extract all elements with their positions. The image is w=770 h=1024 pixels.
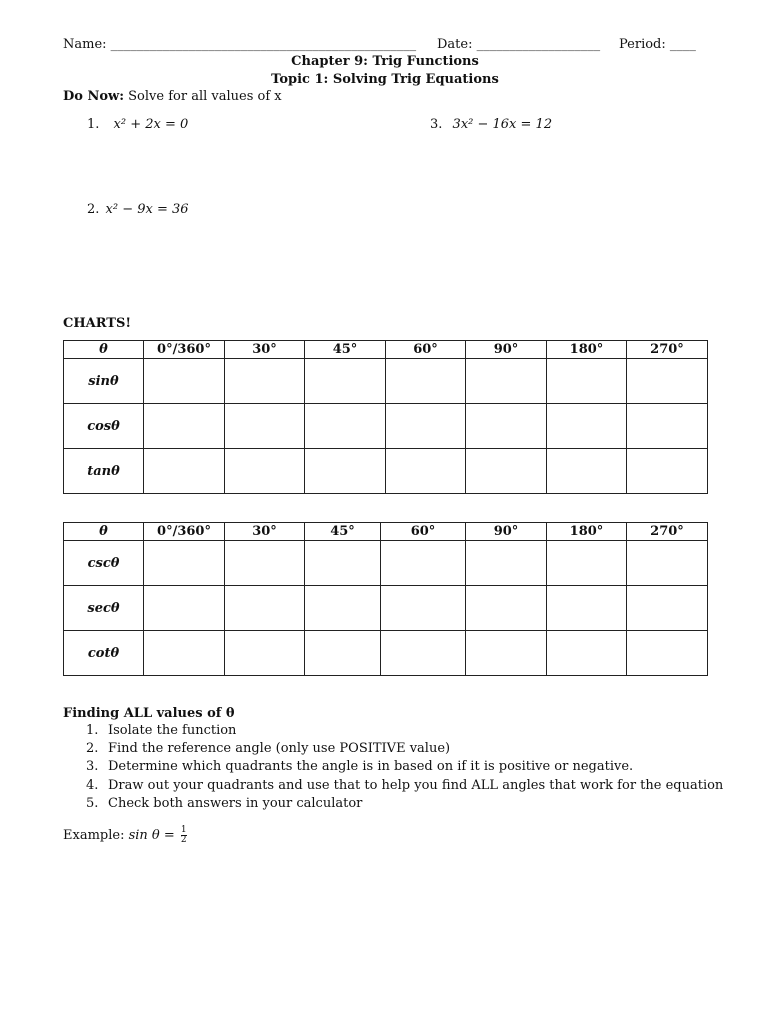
list-item [86,795,723,813]
list-item [86,758,723,776]
example [63,826,187,845]
problem-equation: x² − 9x = 36 [105,202,189,217]
do-now-label: Do Now: [63,89,125,104]
problem-number: 1. [87,117,100,132]
list-item [86,777,723,795]
period-label: Period: [619,37,670,52]
problem-equation: 3x² − 16x = 12 [452,117,553,132]
row-label-sin: sinθ [64,359,144,404]
name-label: Name: [63,37,111,52]
header-180: 180° [547,523,627,541]
step-text: Determine which quadrants the angle is in based on if it is positive or negative. [108,759,634,775]
header-180: 180° [547,341,627,359]
list-item [86,740,723,758]
period-field [619,37,696,52]
step-text: Draw out your quadrants and use that to help you find ALL angles that work for the equation [108,777,724,793]
blank-cell[interactable] [627,404,708,449]
step-number: 1. [86,723,99,738]
blank-cell[interactable] [466,404,547,449]
trig-table-sin-cos-tan [63,340,708,494]
row-label-cot: cotθ [64,631,144,676]
charts-label: CHARTS! [63,316,132,331]
header-theta: θ [64,341,144,359]
blank-cell[interactable] [466,586,547,631]
blank-cell[interactable] [225,359,305,404]
example-equation: sin θ = [128,828,179,843]
step-number: 5. [86,795,99,811]
table-row-cos [64,404,708,449]
example-fraction [181,826,187,845]
blank-cell[interactable] [466,449,547,494]
header-270: 270° [627,341,708,359]
step-text: Isolate the function [108,723,237,738]
date-label: Date: [437,37,477,52]
table-row-csc [64,541,708,586]
header-0-360: 0°/360° [144,341,225,359]
blank-cell[interactable] [225,404,305,449]
row-label-tan: tanθ [64,449,144,494]
blank-cell[interactable] [144,586,225,631]
header-90: 90° [466,523,547,541]
blank-cell[interactable] [144,404,225,449]
blank-cell[interactable] [305,541,381,586]
do-now-text: Solve for all values of x [124,89,282,104]
table-row-tan [64,449,708,494]
date-blank: ___________________ [476,37,601,52]
blank-cell[interactable] [627,449,708,494]
problem-3 [430,117,552,132]
list-item [86,722,723,740]
blank-cell[interactable] [547,541,627,586]
blank-cell[interactable] [627,359,708,404]
blank-cell[interactable] [225,449,305,494]
name-blank: _______________________________________________ [110,37,417,52]
finding-heading: Finding ALL values of θ [63,706,235,721]
blank-cell[interactable] [547,631,627,676]
blank-cell[interactable] [305,404,386,449]
problem-number: 3. [430,117,443,132]
header-60: 60° [386,341,466,359]
blank-cell[interactable] [381,586,466,631]
blank-cell[interactable] [381,541,466,586]
step-text: Find the reference angle (only use POSITIVE value) [108,741,451,757]
blank-cell[interactable] [225,586,305,631]
header-60: 60° [381,523,466,541]
blank-cell[interactable] [225,541,305,586]
blank-cell[interactable] [386,449,466,494]
header-30: 30° [225,341,305,359]
blank-cell[interactable] [225,631,305,676]
blank-cell[interactable] [547,586,627,631]
table-header-row [64,523,708,541]
example-label: Example: [63,828,129,843]
blank-cell[interactable] [144,449,225,494]
blank-cell[interactable] [386,359,466,404]
table-row-sec [64,586,708,631]
problem-1 [87,117,188,132]
step-text: Check both answers in your calculator [108,795,363,811]
blank-cell[interactable] [144,359,225,404]
blank-cell[interactable] [627,586,708,631]
header-270: 270° [627,523,708,541]
blank-cell[interactable] [144,541,225,586]
blank-cell[interactable] [627,631,708,676]
do-now [63,89,282,104]
period-blank: ____ [669,37,696,52]
step-number: 2. [86,741,99,757]
blank-cell[interactable] [305,449,386,494]
blank-cell[interactable] [305,359,386,404]
blank-cell[interactable] [466,541,547,586]
table-header-row [64,341,708,359]
header-theta: θ [64,523,144,541]
trig-table-csc-sec-cot [63,522,708,676]
blank-cell[interactable] [305,631,381,676]
blank-cell[interactable] [305,586,381,631]
name-field [63,37,416,52]
step-number: 3. [86,759,99,775]
header-30: 30° [225,523,305,541]
blank-cell[interactable] [547,359,627,404]
row-label-cos: cosθ [64,404,144,449]
fraction-denominator: 2 [180,835,187,845]
header-45: 45° [305,523,381,541]
blank-cell[interactable] [547,449,627,494]
fraction-numerator: 1 [180,825,187,835]
steps-list [86,722,723,813]
blank-cell[interactable] [627,541,708,586]
table-row-cot [64,631,708,676]
page-subtitle: Topic 1: Solving Trig Equations [271,72,499,87]
problem-equation: x² + 2x = 0 [113,117,189,132]
header-45: 45° [305,341,386,359]
blank-cell[interactable] [466,631,547,676]
row-label-sec: secθ [64,586,144,631]
problem-number: 2. [87,202,100,217]
header-0-360: 0°/360° [144,523,225,541]
step-number: 4. [86,777,99,793]
blank-cell[interactable] [386,404,466,449]
date-field [437,37,600,52]
problem-2 [87,202,189,217]
blank-cell[interactable] [144,631,225,676]
blank-cell[interactable] [466,359,547,404]
table-row-sin [64,359,708,404]
header-90: 90° [466,341,547,359]
row-label-csc: cscθ [64,541,144,586]
blank-cell[interactable] [547,404,627,449]
page-title: Chapter 9: Trig Functions [291,54,479,69]
blank-cell[interactable] [381,631,466,676]
